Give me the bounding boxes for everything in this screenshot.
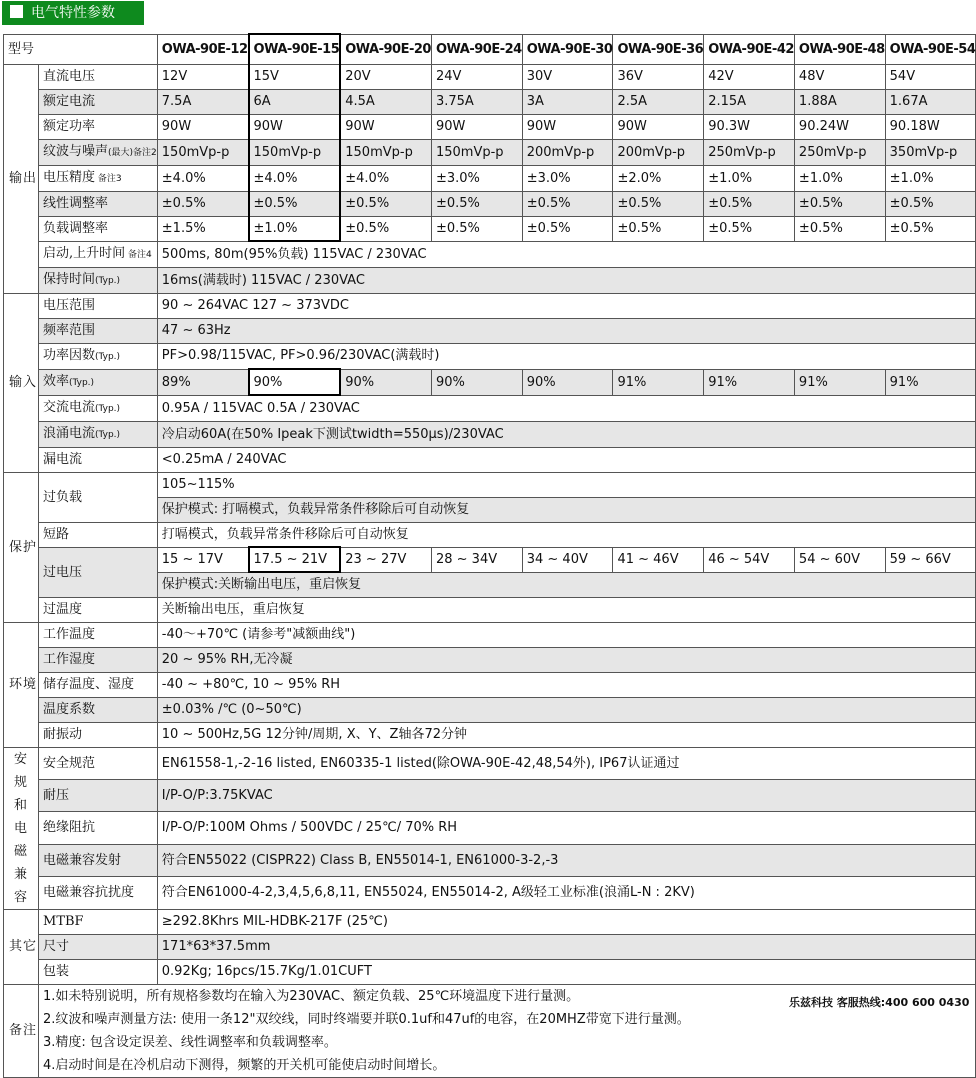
row-label [39, 216, 158, 241]
row-label-note: (最大)备注2 [108, 147, 157, 158]
table-row [4, 34, 976, 64]
model-header: OWA-90E-30 [522, 34, 613, 64]
overvoltage-value: 59 ~ 66V [885, 547, 976, 572]
value-cell: ±0.5% [249, 191, 341, 216]
value-cell: 3A [522, 89, 613, 114]
value-cell: 150mVp-p [157, 139, 248, 165]
square-icon [10, 5, 23, 18]
row-label [39, 622, 158, 647]
value-cell: ±1.0% [794, 165, 885, 191]
value-cell: 6A [249, 89, 341, 114]
table-row [4, 672, 976, 697]
value-cell: 90W [431, 114, 522, 139]
model-header: OWA-90E-48 [794, 34, 885, 64]
row-label-text: 额定电流 [43, 94, 96, 109]
row-label [39, 165, 158, 191]
row-label-text: 额定功率 [43, 119, 96, 134]
table-row [4, 984, 976, 1077]
row-label-text: 直流电压 [43, 69, 96, 84]
row-label-text: 安全规范 [43, 755, 96, 771]
table-row [4, 369, 976, 395]
row-label [39, 697, 158, 722]
section-value: ≥292.8Khrs MIL-HDBK-217F (25℃) [157, 909, 976, 934]
model-header: OWA-90E-20 [340, 34, 431, 64]
note-line: 1.如未特别说明，所有规格参数均在输入为230VAC、额定负载、25℃环境温度下进行量测。 [43, 988, 580, 1004]
value-cell: 30V [522, 64, 613, 89]
model-title: 型号 [4, 34, 158, 64]
model-header: OWA-90E-15 [249, 34, 341, 64]
overload-value: 105~115% [157, 472, 976, 497]
row-label [39, 959, 158, 984]
input-value: 47 ~ 63Hz [157, 318, 976, 343]
row-label-text: 电磁兼容发射 [43, 852, 122, 868]
overvoltage-value: 17.5 ~ 21V [249, 547, 341, 572]
input-value: 90 ~ 264VAC 127 ~ 373VDC [157, 293, 976, 318]
section-label: 输出 [4, 64, 39, 293]
row-label-note: 备注3 [95, 173, 122, 184]
model-header: OWA-90E-42 [704, 34, 795, 64]
table-row [4, 395, 976, 421]
table-row [4, 216, 976, 241]
value-cell: ±2.0% [613, 165, 704, 191]
model-header: OWA-90E-12 [157, 34, 248, 64]
row-label [39, 64, 158, 89]
model-header: OWA-90E-54 [885, 34, 976, 64]
row-label [39, 241, 158, 267]
row-label-text: 频率范围 [43, 323, 96, 338]
section-label: 输入 [4, 293, 39, 472]
value-cell: ±0.5% [885, 191, 976, 216]
row-label-text: 过电压 [43, 564, 83, 580]
value-cell: ±4.0% [340, 165, 431, 191]
table-row [4, 343, 976, 369]
value-cell: ±0.5% [522, 191, 613, 216]
row-label-text: 电磁兼容抗扰度 [43, 885, 135, 901]
table-row [4, 747, 976, 779]
value-cell: ±1.0% [704, 165, 795, 191]
row-label [39, 522, 158, 547]
section-value: 171*63*37.5mm [157, 934, 976, 959]
row-label-text: 耐振动 [43, 727, 83, 742]
section-value: 20 ~ 95% RH,无冷凝 [157, 647, 976, 672]
section-value: -40～+70℃ (请参考"减额曲线") [157, 622, 976, 647]
row-label-text: 温度系数 [43, 702, 96, 717]
table-row [4, 114, 976, 139]
overvoltage-value: 46 ~ 54V [704, 547, 795, 572]
model-header: OWA-90E-24 [431, 34, 522, 64]
row-label [39, 447, 158, 472]
row-label [39, 89, 158, 114]
table-row [4, 293, 976, 318]
row-label-note: (Typ.) [95, 275, 121, 286]
row-label [39, 672, 158, 697]
row-label-text: 交流电流 [43, 399, 96, 415]
value-cell: 200mVp-p [613, 139, 704, 165]
value-cell: 90W [340, 114, 431, 139]
table-row [4, 447, 976, 472]
row-label-text: 短路 [43, 527, 70, 542]
row-label-text: MTBF [43, 914, 84, 929]
table-row [4, 241, 976, 267]
value-cell: 1.67A [885, 89, 976, 114]
section-header [2, 1, 144, 25]
section-header-title: 电气特性参数 [31, 5, 115, 21]
table-row [4, 779, 976, 811]
value-cell: ±0.5% [704, 216, 795, 241]
value-cell: 250mVp-p [794, 139, 885, 165]
section-value: 0.92Kg; 16pcs/15.7Kg/1.01CUFT [157, 959, 976, 984]
value-cell: 350mVp-p [885, 139, 976, 165]
table-row [4, 959, 976, 984]
value-cell: 90W [522, 114, 613, 139]
efficiency-value: 90% [340, 369, 431, 395]
section-label: 安规和电磁兼容 [4, 747, 39, 909]
startup-value: 500ms, 80m(95%负载) 115VAC / 230VAC [157, 241, 976, 267]
row-label-note: (Typ.) [69, 377, 95, 388]
table-row [4, 421, 976, 447]
value-cell: 54V [885, 64, 976, 89]
row-label-text: 效率 [43, 373, 70, 389]
row-label-text: 线性调整率 [43, 196, 109, 211]
row-label [39, 934, 158, 959]
input-value: PF>0.98/115VAC, PF>0.96/230VAC(满载时) [157, 343, 976, 369]
row-label [39, 139, 158, 165]
value-cell: 24V [431, 64, 522, 89]
row-label-text: 尺寸 [43, 939, 70, 954]
row-label [39, 779, 158, 811]
row-label [39, 877, 158, 909]
contact-info: 乐兹科技 客服热线:400 600 0430 [788, 995, 970, 1009]
row-label [39, 343, 158, 369]
table-row [4, 722, 976, 747]
row-label-text: 工作湿度 [43, 652, 96, 667]
efficiency-value: 91% [613, 369, 704, 395]
value-cell: 48V [794, 64, 885, 89]
overtemp-value: 关断输出电压，重启恢复 [157, 597, 976, 622]
overvoltage-value: 41 ~ 46V [613, 547, 704, 572]
efficiency-value: 90% [522, 369, 613, 395]
row-label [39, 909, 158, 934]
table-row [4, 64, 976, 89]
input-value: 冷启动60A(在50% Ipeak下测试twidth=550μs)/230VAC [157, 421, 976, 447]
value-cell: ±0.5% [157, 191, 248, 216]
value-cell: 2.15A [704, 89, 795, 114]
row-label-text: 过温度 [43, 602, 83, 617]
note-line: 3.精度: 包含设定误差、线性调整率和负载调整率。 [43, 1034, 337, 1050]
overvoltage-value: 15 ~ 17V [157, 547, 248, 572]
overvoltage-value: 34 ~ 40V [522, 547, 613, 572]
value-cell: ±0.5% [794, 191, 885, 216]
efficiency-value: 90% [249, 369, 341, 395]
table-row [4, 877, 976, 909]
table-row [4, 547, 976, 572]
table-row [4, 934, 976, 959]
row-label-note: 备注4 [125, 249, 152, 260]
table-row [4, 522, 976, 547]
efficiency-value: 91% [704, 369, 795, 395]
section-value: I/P-O/P:100M Ohms / 500VDC / 25℃/ 70% RH [157, 812, 976, 844]
table-row [4, 89, 976, 114]
row-label [39, 369, 158, 395]
value-cell: 250mVp-p [704, 139, 795, 165]
section-value: -40 ~ +80℃, 10 ~ 95% RH [157, 672, 976, 697]
row-label-text: 绝缘阻抗 [43, 820, 96, 836]
section-label: 保护 [4, 472, 39, 622]
table-row [4, 812, 976, 844]
row-label [39, 547, 158, 597]
value-cell: 1.88A [794, 89, 885, 114]
row-label-text: 负载调整率 [43, 221, 109, 236]
value-cell: 90.18W [885, 114, 976, 139]
table-row [4, 472, 976, 497]
note-line: 2.纹波和噪声测量方法: 使用一条12"双绞线，同时终端要并联0.1uf和47uf的电容，在20MHZ带宽下进行量测。 [43, 1011, 690, 1027]
row-label [39, 844, 158, 876]
row-label [39, 472, 158, 522]
value-cell: ±1.0% [249, 216, 341, 241]
overvoltage-mode: 保护模式:关断输出电压，重启恢复 [157, 572, 976, 597]
input-value: <0.25mA / 240VAC [157, 447, 976, 472]
value-cell: 90W [157, 114, 248, 139]
row-label-text: 功率因数 [43, 347, 96, 363]
overvoltage-value: 54 ~ 60V [794, 547, 885, 572]
row-label-text: 浪涌电流 [43, 425, 96, 441]
table-row [4, 267, 976, 293]
table-row [4, 697, 976, 722]
hold-value: 16ms(满载时) 115VAC / 230VAC [157, 267, 976, 293]
value-cell: 90W [613, 114, 704, 139]
value-cell: ±0.5% [885, 216, 976, 241]
value-cell: ±1.5% [157, 216, 248, 241]
table-row [4, 597, 976, 622]
value-cell: 90.24W [794, 114, 885, 139]
efficiency-value: 91% [885, 369, 976, 395]
overvoltage-value: 23 ~ 27V [340, 547, 431, 572]
section-label: 备注 [4, 984, 39, 1077]
value-cell: 36V [613, 64, 704, 89]
table-row [4, 647, 976, 672]
section-value: ±0.03% /℃ (0~50℃) [157, 697, 976, 722]
value-cell: 150mVp-p [431, 139, 522, 165]
value-cell: ±4.0% [157, 165, 248, 191]
row-label [39, 114, 158, 139]
row-label [39, 647, 158, 672]
value-cell: 12V [157, 64, 248, 89]
table-row [4, 622, 976, 647]
value-cell: 90.3W [704, 114, 795, 139]
row-label-note: (Typ.) [95, 403, 121, 414]
value-cell: 15V [249, 64, 341, 89]
value-cell: ±0.5% [613, 191, 704, 216]
table-row [4, 165, 976, 191]
notes-cell [39, 984, 976, 1077]
row-label-text: 启动,上升时间 [43, 245, 126, 261]
value-cell: ±0.5% [431, 216, 522, 241]
row-label-text: 耐压 [43, 788, 70, 804]
row-label [39, 747, 158, 779]
row-label [39, 421, 158, 447]
efficiency-value: 89% [157, 369, 248, 395]
value-cell: ±4.0% [249, 165, 341, 191]
efficiency-value: 91% [794, 369, 885, 395]
value-cell: 4.5A [340, 89, 431, 114]
section-value: 符合EN55022 (CISPR22) Class B, EN55014-1, EN61000-3-2,-3 [157, 844, 976, 876]
row-label-text: 过负载 [43, 489, 83, 505]
row-label-text: 储存温度、湿度 [43, 677, 135, 692]
section-value: I/P-O/P:3.75KVAC [157, 779, 976, 811]
table-row [4, 844, 976, 876]
row-label [39, 318, 158, 343]
input-value: 0.95A / 115VAC 0.5A / 230VAC [157, 395, 976, 421]
section-label: 其它 [4, 909, 39, 984]
value-cell: ±0.5% [431, 191, 522, 216]
row-label-text: 漏电流 [43, 452, 83, 467]
value-cell: 2.5A [613, 89, 704, 114]
row-label [39, 722, 158, 747]
row-label-text: 工作温度 [43, 627, 96, 642]
value-cell: ±0.5% [794, 216, 885, 241]
row-label [39, 267, 158, 293]
value-cell: ±0.5% [522, 216, 613, 241]
value-cell: ±3.0% [431, 165, 522, 191]
table-row [4, 318, 976, 343]
short-value: 打嗝模式，负载异常条件移除后可自动恢复 [157, 522, 976, 547]
row-label-text: 电压精度 [43, 169, 96, 185]
row-label-note: (Typ.) [95, 429, 121, 440]
table-row [4, 191, 976, 216]
value-cell: 150mVp-p [249, 139, 341, 165]
overvoltage-value: 28 ~ 34V [431, 547, 522, 572]
value-cell: ±0.5% [613, 216, 704, 241]
row-label-text: 保持时间 [43, 271, 96, 287]
row-label-text: 电压范围 [43, 298, 96, 313]
value-cell: 42V [704, 64, 795, 89]
section-value: 符合EN61000-4-2,3,4,5,6,8,11, EN55024, EN55014-2, A级轻工业标准(浪涌L-N : 2KV) [157, 877, 976, 909]
model-header: OWA-90E-36 [613, 34, 704, 64]
row-label-text: 纹波与噪声 [43, 143, 109, 159]
value-cell: 20V [340, 64, 431, 89]
row-label-note: (Typ.) [95, 351, 121, 362]
value-cell: 200mVp-p [522, 139, 613, 165]
table-row [4, 909, 976, 934]
spec-table [3, 33, 976, 1078]
value-cell: ±1.0% [885, 165, 976, 191]
value-cell: ±3.0% [522, 165, 613, 191]
section-value: EN61558-1,-2-16 listed, EN60335-1 listed(除OWA-90E-42,48,54外), IP67认证通过 [157, 747, 976, 779]
value-cell: 150mVp-p [340, 139, 431, 165]
row-label [39, 395, 158, 421]
overload-mode: 保护模式: 打嗝模式，负载异常条件移除后可自动恢复 [157, 497, 976, 522]
value-cell: ±0.5% [704, 191, 795, 216]
note-line: 4.启动时间是在冷机启动下测得，频繁的开关机可能使启动时间增长。 [43, 1057, 446, 1073]
value-cell: 7.5A [157, 89, 248, 114]
value-cell: 90W [249, 114, 341, 139]
value-cell: ±0.5% [340, 216, 431, 241]
value-cell: 3.75A [431, 89, 522, 114]
value-cell: ±0.5% [340, 191, 431, 216]
table-row [4, 139, 976, 165]
row-label [39, 293, 158, 318]
section-value: 10 ~ 500Hz,5G 12分钟/周期, X、Y、Z轴各72分钟 [157, 722, 976, 747]
row-label [39, 812, 158, 844]
row-label [39, 597, 158, 622]
row-label-text: 包装 [43, 964, 70, 979]
row-label [39, 191, 158, 216]
section-label: 环境 [4, 622, 39, 747]
efficiency-value: 90% [431, 369, 522, 395]
